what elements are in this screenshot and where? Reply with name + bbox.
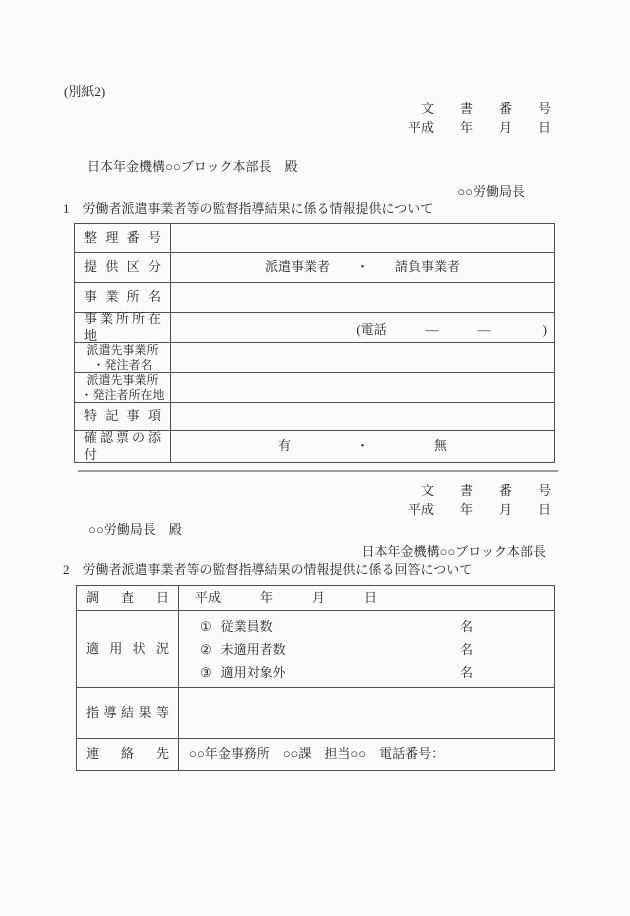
row-label: 特記事項 [84,408,161,424]
row-provision-category [75,253,554,283]
section1-heading: 1 労働者派遣事業者等の監督指導結果に係る情報提供について [63,201,434,216]
row-dispatch-client-address [75,373,554,403]
reply-table [76,585,555,771]
contact-field: ○○年金事務所 ○○課 担当○○ 電話番号： [189,746,445,762]
row-dispatch-client-name [75,343,554,373]
attachment-note: (別紙2) [64,84,106,99]
provision-category-options: 派遣事業者 ・ 請負事業者 [264,259,460,275]
section1-date-line: 平成 年 月 日 [407,120,551,135]
row-guidance-results [77,688,554,739]
circled-number-3: ③ [200,664,212,680]
circled-number-1: ① [200,618,212,634]
row-contact [77,739,554,770]
unit-label: 名 [459,664,473,680]
information-provision-table [74,223,555,463]
row-label: 提供区分 [84,259,161,275]
section1-doc-number-line: 文 書 番 号 [420,101,551,116]
guidance-results-field [179,688,554,738]
unit-label: 名 [459,618,473,634]
reference-number-field [171,224,554,252]
dispatch-client-address-field [171,373,554,402]
non-applied-count-line: ② 未適用者数 名 [179,638,554,661]
row-label: 連絡先 [86,746,169,762]
section1-sender: ○○労働局長 [457,184,525,199]
row-label: 整理番号 [84,229,161,245]
application-status-field [179,611,554,687]
row-label-line2: ・発注者所在地 [80,387,165,402]
office-address-phone-field: (電話 ― ― ) [356,321,547,337]
row-label-line1: 派遣先事業所 [86,342,159,357]
confirmation-slip-options: 有 ・ 無 [277,438,447,454]
special-notes-field [171,403,554,430]
row-reference-number [75,224,554,253]
section2-addressee: ○○労働局長 殿 [88,522,182,537]
row-label: 確認票の添付 [84,430,161,462]
survey-date-field: 平成 年 月 日 [195,589,378,605]
section2-sender: 日本年金機構○○ブロック本部長 [361,544,546,559]
office-name-field [171,283,554,312]
out-of-scope-count-line: ③ 適用対象外 名 [179,661,554,684]
row-label: 適用状況 [86,640,169,656]
section1-addressee: 日本年金機構○○ブロック本部長 殿 [87,159,298,174]
row-office-address [75,313,554,343]
row-office-name [75,283,554,313]
row-confirmation-slip [75,431,554,462]
employee-count-line: ① 従業員数 名 [179,615,554,638]
section2-heading: 2 労働者派遣事業者等の監督指導結果の情報提供に係る回答について [63,562,473,577]
row-survey-date [77,586,554,611]
row-application-status [77,611,554,688]
section2-date-line: 平成 年 月 日 [407,502,551,517]
dispatch-client-name-field [171,343,554,372]
circled-number-2: ② [200,641,212,657]
row-label: 事業所名 [84,289,161,305]
row-special-notes [75,403,554,431]
section-separator-line [78,470,558,472]
unit-label: 名 [459,641,473,657]
row-label: 調査日 [86,589,169,605]
row-label-line1: 派遣先事業所 [86,372,159,387]
row-label-line2: ・発注者名 [92,357,153,372]
row-label: 事業所所在地 [84,311,161,343]
row-label: 指導結果等 [86,704,169,720]
section2-doc-number-line: 文 書 番 号 [420,483,551,498]
